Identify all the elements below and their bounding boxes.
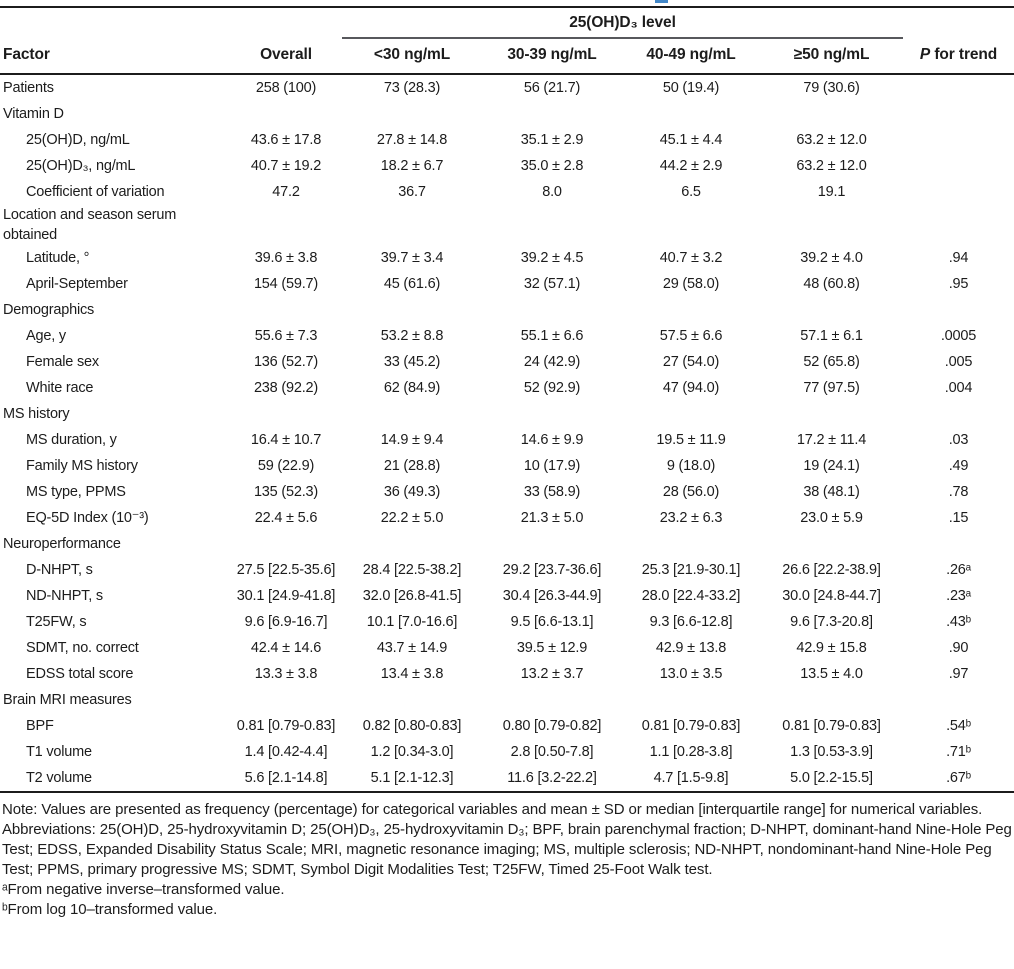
value-cell: 17.2 ± 11.4	[796, 432, 867, 448]
footnote-abbreviations: Abbreviations: 25(OH)D, 25-hydroxyvitamin D; 25(OH)D₃, 25-hydroxyvitamin D₃; BPF, brain parenchymal fraction; D-NHPT, dominant-hand Nine-Hole Peg Test; EDSS, Expanded Disability Status Scale; MRI, magnetic resonance imaging; MS, multiple sclerosis; ND-NHPT, nondominant-hand Nine-Hole Peg Test; PPMS, primary progressive MS; SDMT, Symbol Digit Modalities Test; T25FW, Timed 25-Foot Walk test.	[2, 821, 1012, 878]
value-cell: 39.2 ± 4.5	[520, 250, 584, 266]
value-cell: 23.0 ± 5.9	[800, 510, 863, 526]
value-cell: 28.4 [22.5-38.2]	[362, 562, 462, 578]
value-cell	[342, 531, 482, 557]
value-cell: 45.1 ± 4.4	[659, 132, 723, 148]
value-cell: 14.9 ± 9.4	[380, 432, 444, 448]
value-cell: 18.2 ± 6.7	[380, 158, 444, 174]
table-row	[0, 635, 1014, 661]
value-cell: 13.3 ± 3.8	[254, 666, 318, 682]
value-cell: 258 (100)	[255, 80, 317, 96]
value-cell: 33 (45.2)	[383, 354, 441, 370]
value-cell	[230, 205, 342, 245]
value-cell: 0.80 [0.79-0.82]	[502, 718, 602, 734]
p-value-cell: .49	[948, 458, 969, 474]
value-cell	[482, 531, 622, 557]
value-cell: 24 (42.9)	[523, 354, 581, 370]
factor-label: EQ-5D Index (10⁻³)	[26, 510, 149, 526]
value-cell: 0.81 [0.79-0.83]	[782, 718, 881, 734]
value-cell: 52 (65.8)	[803, 354, 860, 370]
value-cell: 79 (30.6)	[803, 80, 860, 96]
factor-label: MS history	[3, 406, 70, 422]
table-row	[0, 153, 1014, 179]
value-cell: 57.5 ± 6.6	[659, 328, 723, 344]
value-cell: 50 (19.4)	[662, 80, 720, 96]
value-cell: 8.0	[542, 184, 562, 200]
value-cell	[760, 101, 903, 127]
p-italic: P	[919, 45, 931, 63]
table-row	[0, 739, 1014, 765]
value-cell	[760, 205, 903, 245]
value-cell	[622, 297, 760, 323]
table-header	[0, 7, 1014, 74]
value-cell	[482, 687, 622, 713]
p-value-cell: .26ᵃ	[946, 562, 971, 578]
table-row	[0, 453, 1014, 479]
value-cell: 25.3 [21.9-30.1]	[641, 562, 741, 578]
value-cell: 39.5 ± 12.9	[516, 640, 588, 656]
table-row	[0, 127, 1014, 153]
value-cell: 136 (52.7)	[253, 354, 319, 370]
table-row	[0, 375, 1014, 401]
table-row	[0, 687, 1014, 713]
value-cell	[230, 101, 342, 127]
factor-label: White race	[26, 380, 94, 396]
value-cell: 38 (48.1)	[803, 484, 860, 500]
spanner-row	[0, 7, 1014, 38]
value-cell	[760, 401, 903, 427]
value-cell	[342, 687, 482, 713]
table-row	[0, 297, 1014, 323]
value-cell: 59 (22.9)	[257, 458, 315, 474]
factor-label: T2 volume	[0, 765, 230, 792]
value-cell: 27.8 ± 14.8	[376, 132, 448, 148]
value-cell: 30.1 [24.9-41.8]	[236, 588, 336, 604]
value-cell: 30.4 [26.3-44.9]	[502, 588, 602, 604]
value-cell: 32 (57.1)	[523, 276, 581, 292]
value-cell	[622, 101, 760, 127]
col-header-40-49: 40-49 ng/mL	[622, 38, 760, 74]
value-cell	[482, 401, 622, 427]
factor-label: Patients	[3, 80, 54, 96]
value-cell: 63.2 ± 12.0	[796, 158, 867, 174]
value-cell	[482, 297, 622, 323]
value-cell: 10 (17.9)	[523, 458, 581, 474]
p-value-cell	[903, 74, 1014, 101]
value-cell: 28.0 [22.4-33.2]	[641, 588, 741, 604]
value-cell: 16.4 ± 10.7	[250, 432, 322, 448]
p-value-cell	[903, 205, 1014, 245]
col-header-lt30: <30 ng/mL	[342, 38, 482, 74]
p-value-cell: .90	[948, 640, 969, 656]
value-cell: 40.7 ± 3.2	[659, 250, 723, 266]
value-cell: 52 (92.9)	[523, 380, 581, 396]
footnote-a: ᵃFrom negative inverse–transformed value.	[2, 881, 285, 898]
value-cell: 36.7	[398, 184, 426, 200]
factor-label: Female sex	[26, 354, 99, 370]
table-row	[0, 609, 1014, 635]
p-value-cell: .95	[948, 276, 969, 292]
p-value-cell	[903, 101, 1014, 127]
value-cell: 27 (54.0)	[662, 354, 720, 370]
value-cell: 13.2 ± 3.7	[520, 666, 584, 682]
value-cell: 42.4 ± 14.6	[250, 640, 322, 656]
value-cell: 21.3 ± 5.0	[520, 510, 584, 526]
value-cell: 6.5	[681, 184, 701, 200]
value-cell: 40.7 ± 19.2	[250, 158, 322, 174]
value-cell	[230, 687, 342, 713]
value-cell: 5.6 [2.1-14.8]	[230, 765, 342, 792]
value-cell: 55.1 ± 6.6	[520, 328, 584, 344]
value-cell: 19 (24.1)	[803, 458, 860, 474]
value-cell: 9.6 [6.9-16.7]	[244, 614, 328, 630]
table-row	[0, 505, 1014, 531]
p-value-cell: .03	[948, 432, 969, 448]
value-cell: 73 (28.3)	[383, 80, 441, 96]
p-value-cell: .43ᵇ	[946, 614, 971, 630]
spanner-spacer	[230, 7, 342, 38]
value-cell: 238 (92.2)	[253, 380, 319, 396]
value-cell: 57.1 ± 6.1	[800, 328, 863, 344]
value-cell	[482, 205, 622, 245]
value-cell: 14.6 ± 9.9	[520, 432, 584, 448]
table-row	[0, 557, 1014, 583]
p-value-cell: .23ᵃ	[946, 588, 971, 604]
value-cell	[622, 687, 760, 713]
p-value-cell: .005	[944, 354, 973, 370]
value-cell: 43.6 ± 17.8	[250, 132, 322, 148]
table-row	[0, 349, 1014, 375]
footnote-b: ᵇFrom log 10–transformed value.	[2, 901, 218, 918]
p-value-cell	[903, 179, 1014, 205]
value-cell: 33 (58.9)	[523, 484, 581, 500]
value-cell: 1.1 [0.28-3.8]	[649, 744, 733, 760]
value-cell: 32.0 [26.8-41.5]	[362, 588, 462, 604]
value-cell: 1.2 [0.34-3.0]	[370, 744, 454, 760]
value-cell: 13.4 ± 3.8	[380, 666, 444, 682]
p-value-cell: .94	[948, 250, 969, 266]
value-cell: 36 (49.3)	[383, 484, 441, 500]
value-cell: 62 (84.9)	[383, 380, 441, 396]
table-row	[0, 427, 1014, 453]
factor-label: T25FW, s	[26, 614, 87, 630]
value-cell	[622, 401, 760, 427]
spanner-spacer	[903, 7, 1014, 38]
value-cell	[230, 297, 342, 323]
table-row	[0, 205, 1014, 245]
value-cell: 39.6 ± 3.8	[254, 250, 318, 266]
factor-label: T1 volume	[26, 744, 92, 760]
table-body	[0, 74, 1014, 792]
table-row	[0, 713, 1014, 739]
value-cell: 42.9 ± 15.8	[796, 640, 867, 656]
table-row	[0, 179, 1014, 205]
value-cell	[342, 401, 482, 427]
p-value-cell	[903, 127, 1014, 153]
value-cell: 26.6 [22.2-38.9]	[782, 562, 881, 578]
p-value-cell: .71ᵇ	[946, 744, 971, 760]
value-cell: 4.7 [1.5-9.8]	[622, 765, 760, 792]
value-cell	[622, 531, 760, 557]
value-cell: 19.1	[817, 184, 846, 200]
p-value-cell: .67ᵇ	[903, 765, 1014, 792]
p-value-cell	[903, 531, 1014, 557]
value-cell: 47 (94.0)	[662, 380, 720, 396]
value-cell: 9.6 [7.3-20.8]	[790, 614, 873, 630]
col-header-30-39: 30-39 ng/mL	[482, 38, 622, 74]
col-header-ge50: ≥50 ng/mL	[760, 38, 903, 74]
value-cell: 5.0 [2.2-15.5]	[760, 765, 903, 792]
factor-label: D-NHPT, s	[26, 562, 93, 578]
value-cell: 27.5 [22.5-35.6]	[236, 562, 336, 578]
p-value-cell: .54ᵇ	[946, 718, 971, 734]
value-cell	[760, 297, 903, 323]
factor-label: April-September	[26, 276, 128, 292]
factor-label: MS duration, y	[26, 432, 117, 448]
p-value-cell: .97	[948, 666, 969, 682]
value-cell: 56 (21.7)	[523, 80, 581, 96]
col-header-overall: Overall	[230, 38, 342, 74]
table-row	[0, 271, 1014, 297]
value-cell	[230, 401, 342, 427]
value-cell: 44.2 ± 2.9	[659, 158, 723, 174]
value-cell: 39.2 ± 4.0	[800, 250, 863, 266]
value-cell: 47.2	[272, 184, 300, 200]
table-row	[0, 74, 1014, 101]
factor-label: Demographics	[3, 302, 95, 318]
value-cell	[760, 687, 903, 713]
p-value-cell	[903, 153, 1014, 179]
value-cell: 154 (59.7)	[253, 276, 319, 292]
value-cell: 22.2 ± 5.0	[380, 510, 444, 526]
factor-label: Location and season serum obtained	[3, 207, 177, 243]
factor-label: BPF	[26, 718, 54, 734]
factor-label: ND-NHPT, s	[26, 588, 103, 604]
p-value-cell	[903, 401, 1014, 427]
p-value-cell: .15	[948, 510, 969, 526]
value-cell: 13.0 ± 3.5	[659, 666, 723, 682]
value-cell	[482, 101, 622, 127]
factor-label: Vitamin D	[3, 106, 64, 122]
value-cell	[622, 205, 760, 245]
value-cell: 55.6 ± 7.3	[254, 328, 318, 344]
table-row	[0, 323, 1014, 349]
p-value-cell: .0005	[940, 328, 977, 344]
factor-label: Neuroperformance	[3, 536, 121, 552]
value-cell: 0.81 [0.79-0.83]	[236, 718, 336, 734]
value-cell: 0.82 [0.80-0.83]	[362, 718, 462, 734]
value-cell	[760, 531, 903, 557]
col-header-factor: Factor	[0, 38, 230, 74]
value-cell: 30.0 [24.8-44.7]	[782, 588, 881, 604]
value-cell: 63.2 ± 12.0	[796, 132, 867, 148]
value-cell: 13.5 ± 4.0	[800, 666, 863, 682]
value-cell: 35.0 ± 2.8	[520, 158, 584, 174]
value-cell	[342, 101, 482, 127]
table-row	[0, 661, 1014, 687]
value-cell: 45 (61.6)	[383, 276, 441, 292]
value-cell: 21 (28.8)	[383, 458, 441, 474]
value-cell: 19.5 ± 11.9	[656, 432, 726, 448]
p-rest: for trend	[930, 45, 998, 63]
cropped-link-fragment	[655, 0, 668, 3]
spanner-label: 25(OH)D₃ level	[569, 14, 676, 31]
table-row	[0, 401, 1014, 427]
value-cell	[230, 531, 342, 557]
factor-label: 25(OH)D₃, ng/mL	[26, 158, 136, 174]
factor-label: EDSS total score	[26, 666, 134, 682]
value-cell: 23.2 ± 6.3	[659, 510, 723, 526]
value-cell: 10.1 [7.0-16.6]	[366, 614, 458, 630]
value-cell: 77 (97.5)	[803, 380, 860, 396]
spanner-header	[342, 7, 903, 38]
factor-label: 25(OH)D, ng/mL	[26, 132, 130, 148]
value-cell: 11.6 [3.2-22.2]	[482, 765, 622, 792]
patient-characteristics-table	[0, 6, 1014, 793]
table-row	[0, 531, 1014, 557]
factor-label: SDMT, no. correct	[26, 640, 139, 656]
factor-label: Brain MRI measures	[3, 692, 132, 708]
value-cell: 9.3 [6.6-12.8]	[649, 614, 733, 630]
table-row	[0, 765, 1014, 792]
p-value-cell	[903, 687, 1014, 713]
value-cell	[342, 205, 482, 245]
value-cell: 135 (52.3)	[253, 484, 319, 500]
factor-label: Latitude, °	[26, 250, 90, 266]
value-cell: 22.4 ± 5.6	[254, 510, 318, 526]
value-cell	[342, 297, 482, 323]
value-cell: 9 (18.0)	[666, 458, 716, 474]
value-cell: 28 (56.0)	[662, 484, 720, 500]
factor-label: Age, y	[26, 328, 66, 344]
value-cell: 29 (58.0)	[662, 276, 720, 292]
value-cell: 1.3 [0.53-3.9]	[790, 744, 873, 760]
col-header-p-for-trend	[903, 38, 1014, 74]
p-value-cell: .78	[948, 484, 969, 500]
factor-label: MS type, PPMS	[26, 484, 126, 500]
value-cell: 35.1 ± 2.9	[520, 132, 584, 148]
value-cell: 5.1 [2.1-12.3]	[342, 765, 482, 792]
spanner-spacer	[0, 7, 230, 38]
value-cell: 29.2 [23.7-36.6]	[502, 562, 602, 578]
table-row	[0, 245, 1014, 271]
factor-label: Coefficient of variation	[26, 184, 165, 200]
value-cell: 53.2 ± 8.8	[380, 328, 444, 344]
table-row	[0, 479, 1014, 505]
value-cell: 48 (60.8)	[803, 276, 860, 292]
table-row	[0, 101, 1014, 127]
factor-label: Family MS history	[26, 458, 138, 474]
value-cell: 1.4 [0.42-4.4]	[244, 744, 328, 760]
value-cell: 0.81 [0.79-0.83]	[641, 718, 741, 734]
table-footnotes	[0, 800, 1014, 920]
footnote-note: Note: Values are presented as frequency (percentage) for categorical variables and mean ± SD or median [interquartile range] for numerical variables.	[2, 801, 983, 818]
value-cell: 42.9 ± 13.8	[655, 640, 727, 656]
p-value-cell: .004	[944, 380, 973, 396]
value-cell: 9.5 [6.6-13.1]	[510, 614, 594, 630]
column-header-row	[0, 38, 1014, 74]
table-row	[0, 583, 1014, 609]
value-cell: 43.7 ± 14.9	[376, 640, 448, 656]
value-cell: 39.7 ± 3.4	[380, 250, 444, 266]
value-cell: 2.8 [0.50-7.8]	[510, 744, 594, 760]
p-value-cell	[903, 297, 1014, 323]
